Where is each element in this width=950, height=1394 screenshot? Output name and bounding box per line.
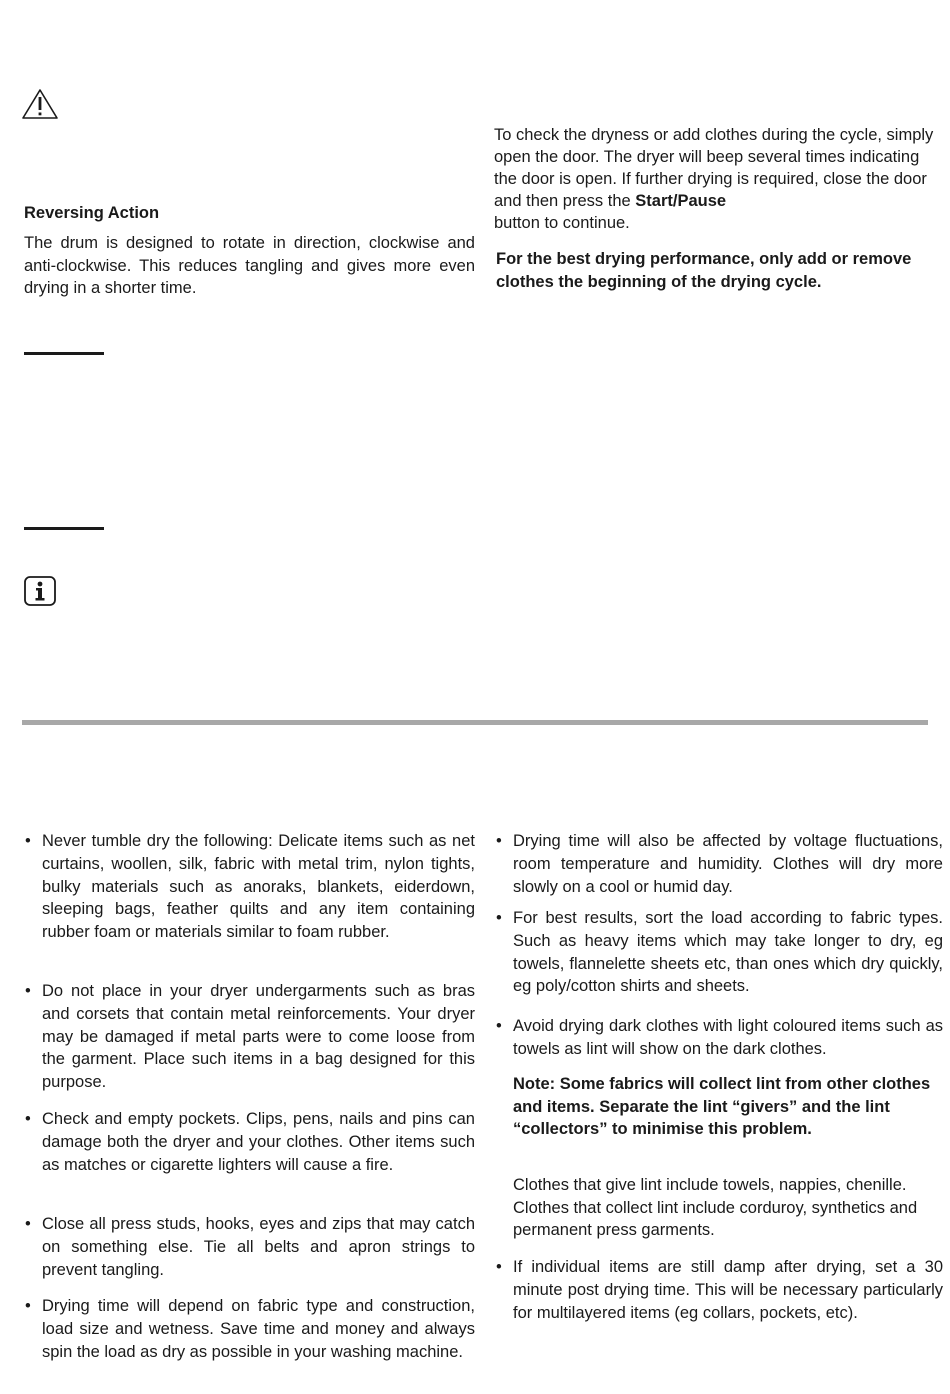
list-item-text: Do not place in your dryer undergarments such as bras and corsets that contain metal reinforcements. Your dryer may be damaged if metal parts were to come loose from the garment. Place such items in a bag designed for this purpose. xyxy=(42,982,475,1092)
continue-text: button to continue. xyxy=(494,214,630,232)
reversing-action-body: The drum is designed to rotate in direction, clockwise and anti-clockwise. This reduces tangling and gives more even drying in a shorter time. xyxy=(24,234,475,297)
bullet-glyph: • xyxy=(496,1017,502,1035)
list-item-text: Avoid drying dark clothes with light coloured items such as towels as lint will show on the dark clothes. xyxy=(513,1017,943,1058)
list-item xyxy=(25,1108,475,1176)
list-item xyxy=(496,1015,943,1061)
list-item xyxy=(496,830,943,898)
reversing-action-heading: Reversing Action xyxy=(24,204,160,222)
bullet-glyph: • xyxy=(25,982,31,1000)
bullet-glyph: • xyxy=(25,1110,31,1128)
lint-givers-paragraph: Clothes that give lint include towels, nappies, chenille. Clothes that collect lint include corduroy, synthetics and permanent press garments. xyxy=(513,1176,918,1239)
bullet-glyph: • xyxy=(25,1297,31,1315)
list-item-text: Drying time will depend on fabric type and construction, load size and wetness. Save time and money and always spin the load as dry as possible in your washing machine. xyxy=(42,1297,475,1361)
list-item xyxy=(496,907,943,998)
list-item xyxy=(25,830,475,944)
section-divider-short xyxy=(24,352,104,355)
list-item-text: Check and empty pockets. Clips, pens, nails and pins can damage both the dryer and your clothes. Other items such as matches or cigarette lighters will cause a fire. xyxy=(42,1110,475,1174)
warning-triangle-icon xyxy=(21,88,59,120)
bullet-glyph: • xyxy=(25,1215,31,1233)
list-item xyxy=(25,1295,475,1363)
section-separator xyxy=(22,720,928,725)
list-item xyxy=(25,980,475,1094)
list-item-text: Never tumble dry the following: Delicate items such as net curtains, woollen, silk, fabric with metal trim, nylon tights, bulky materials such as anoraks, blankets, eiderdown, sleeping bags, feather quilts and any item containing rubber foam or materials similar to foam rubber. xyxy=(42,832,475,942)
list-item-text: Close all press studs, hooks, eyes and zips that may catch on something else. Tie all belts and apron strings to prevent tangling. xyxy=(42,1215,475,1279)
list-item-text: If individual items are still damp after drying, set a 30 minute post drying time. This will be necessary particularly for multilayered items (eg collars, pockets, etc). xyxy=(513,1258,943,1322)
bullet-glyph: • xyxy=(496,909,502,927)
list-item-text: Drying time will also be affected by voltage fluctuations, room temperature and humidity. Clothes will dry more slowly on a cool or humid day. xyxy=(513,832,943,896)
list-item-text: For best results, sort the load according to fabric types. Such as heavy items which may take longer to dry, eg towels, flannelette sheets etc, than ones which dry quickly, eg poly/cotton shirts and sheets. xyxy=(513,909,943,996)
bullet-glyph: • xyxy=(496,1258,502,1276)
list-item xyxy=(496,1256,943,1324)
bullet-glyph: • xyxy=(496,832,502,850)
best-performance-note: For the best drying performance, only add or remove clothes the beginning of the drying cycle. xyxy=(496,250,912,291)
start-pause-label: Start/Pause xyxy=(635,192,727,210)
lint-note: Note: Some fabrics will collect lint from other clothes and items. Separate the lint “givers” and the lint “collectors” to minimise this problem. xyxy=(513,1075,931,1138)
check-dryness-paragraph xyxy=(494,124,944,234)
list-item xyxy=(25,1213,475,1281)
bullet-glyph: • xyxy=(25,832,31,850)
section-divider-short xyxy=(24,527,104,530)
check-dryness-text: To check the dryness or add clothes during the cycle, simply open the door. The dryer will beep several times indicating the door is open. If further drying is required, close the door and then press the xyxy=(494,126,934,210)
info-icon xyxy=(24,576,56,606)
